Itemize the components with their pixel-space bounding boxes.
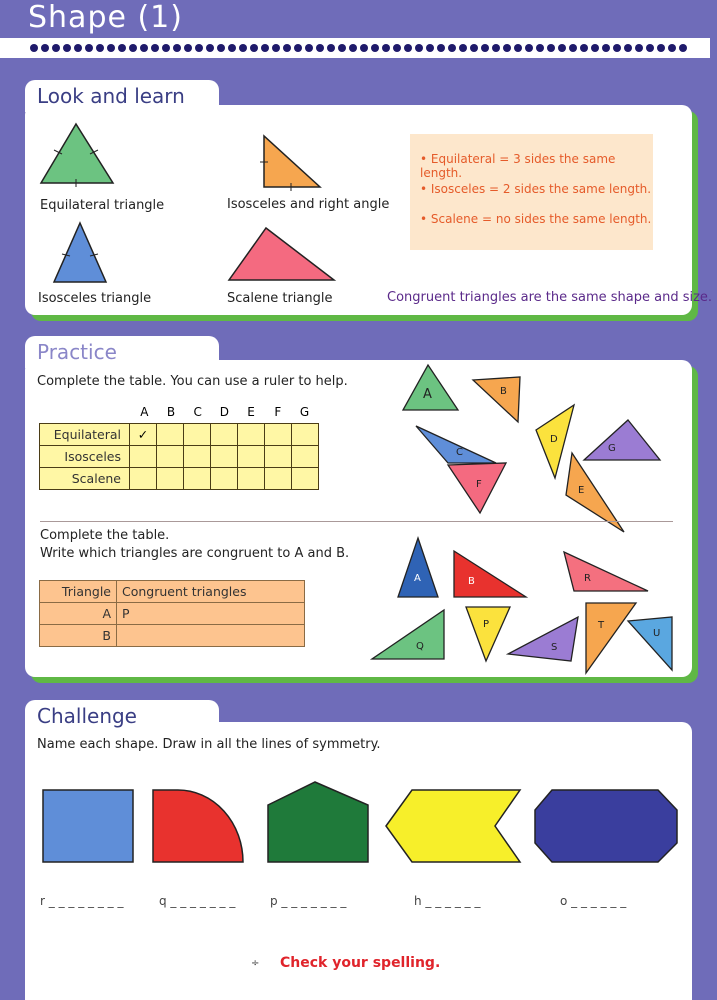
table-row: [40, 581, 305, 603]
congruent-table: [39, 580, 305, 647]
triangle-a2: [398, 538, 438, 597]
triangle-f: [448, 463, 506, 513]
look-and-learn-heading: Look and learn: [37, 84, 185, 108]
svg-text:F: F: [476, 479, 482, 490]
label-isosceles: Isosceles triangle: [38, 291, 152, 306]
look-and-learn-tab: [25, 80, 219, 112]
table-cell[interactable]: [184, 468, 211, 490]
challenge-heading: Challenge: [37, 704, 137, 728]
practice-divider: [40, 521, 673, 522]
triangle-b2: [454, 551, 526, 597]
answer-blank[interactable]: q _ _ _ _ _ _ _: [159, 894, 236, 908]
svg-text:D: D: [550, 434, 558, 445]
triangle-q: [372, 610, 444, 659]
fact-equilateral: • Equilateral = 3 sides the same length.: [420, 152, 616, 180]
table-cell[interactable]: [157, 468, 184, 490]
table-cell[interactable]: [238, 424, 265, 446]
triangle-a: [403, 365, 458, 410]
table-cell[interactable]: [292, 424, 319, 446]
svg-text:P: P: [483, 619, 490, 630]
table-cell[interactable]: [130, 446, 157, 468]
fact-scalene: • Scalene = no sides the same length.: [420, 212, 652, 226]
triangle-u: [628, 617, 672, 670]
triangle-s: [508, 617, 578, 661]
practice-instruction-1: Complete the table. You can use a ruler to help.: [37, 374, 348, 389]
congruent-note: Congruent triangles are the same shape and size.: [387, 290, 713, 305]
svg-text:E: E: [578, 485, 585, 496]
svg-text:A: A: [423, 387, 432, 402]
triangle-d: [536, 405, 574, 478]
svg-text:C: C: [456, 447, 463, 458]
label-equilateral: Equilateral triangle: [40, 198, 165, 213]
header-congruent: Congruent triangles: [117, 581, 305, 603]
table-row: [40, 468, 319, 490]
svg-text:R: R: [584, 573, 591, 584]
answer-blank[interactable]: h _ _ _ _ _ _: [414, 894, 481, 908]
row-label: Scalene: [40, 468, 130, 490]
fact-isosceles: • Isosceles = 2 sides the same length.: [420, 182, 652, 196]
column-letter: C: [193, 405, 202, 419]
table-cell[interactable]: [211, 424, 238, 446]
page-header: [0, 0, 717, 68]
table-cell[interactable]: [184, 446, 211, 468]
triangle-set-1: [398, 360, 668, 535]
row-label: A: [40, 603, 117, 625]
practice-heading: Practice: [37, 340, 117, 364]
triangle-t: [586, 603, 636, 673]
triangle-c: [416, 426, 496, 463]
table-row: [40, 625, 305, 647]
table-column-letters: [131, 405, 318, 419]
row-label: Isosceles: [40, 446, 130, 468]
row-label: B: [40, 625, 117, 647]
triangle-type-table: [39, 423, 319, 490]
answer-cell[interactable]: [117, 625, 305, 647]
table-cell[interactable]: [292, 468, 319, 490]
practice-instruction-3: Write which triangles are congruent to A and B.: [40, 546, 350, 561]
triangle-r: [564, 552, 648, 591]
table-cell[interactable]: [292, 446, 319, 468]
table-cell[interactable]: [238, 446, 265, 468]
table-cell[interactable]: [157, 446, 184, 468]
practice-tab: [25, 336, 219, 368]
table-cell[interactable]: [265, 424, 292, 446]
row-label: Equilateral: [40, 424, 130, 446]
table-cell[interactable]: [211, 446, 238, 468]
isosceles-right-triangle-figure: [258, 132, 328, 192]
footer-mark: ÷: [251, 958, 260, 969]
svg-text:S: S: [551, 642, 558, 653]
triangle-set-2: [368, 535, 678, 675]
isosceles-triangle-figure: [50, 220, 110, 285]
table-cell[interactable]: ✓: [130, 424, 157, 446]
answer-blank[interactable]: o _ _ _ _ _ _: [560, 894, 627, 908]
table-row: [40, 424, 319, 446]
header-triangle: Triangle: [40, 581, 117, 603]
answer-blank[interactable]: r _ _ _ _ _ _ _ _: [40, 894, 124, 908]
svg-text:T: T: [598, 620, 605, 631]
dot-row: [30, 44, 694, 54]
table-row: [40, 603, 305, 625]
column-letter: E: [247, 405, 255, 419]
pentagon-shape: [268, 782, 368, 862]
check-spelling-note: Check your spelling.: [280, 955, 441, 971]
table-cell[interactable]: [211, 468, 238, 490]
table-cell[interactable]: [238, 468, 265, 490]
answer-cell[interactable]: P: [117, 603, 305, 625]
column-letter: A: [140, 405, 149, 419]
triangle-b: [473, 377, 520, 422]
column-letter: G: [299, 405, 310, 419]
practice-instruction-2: Complete the table.: [40, 528, 170, 543]
equilateral-triangle-figure: [38, 120, 118, 190]
challenge-instruction: Name each shape. Draw in all the lines of symmetry.: [37, 737, 381, 752]
scalene-triangle-figure: [226, 225, 338, 283]
square-shape: [43, 790, 133, 862]
hexagon-shape: [386, 790, 520, 862]
challenge-shapes: [40, 780, 685, 870]
challenge-tab: [25, 700, 219, 732]
quarter-circle-shape: [153, 790, 243, 862]
svg-text:B: B: [500, 386, 507, 397]
table-cell[interactable]: [184, 424, 211, 446]
octagon-shape: [535, 790, 677, 862]
table-cell[interactable]: [265, 446, 292, 468]
label-scalene: Scalene triangle: [227, 291, 333, 306]
triangle-g: [584, 420, 660, 460]
label-isosceles-right: Isosceles and right angle: [227, 197, 390, 212]
svg-text:Q: Q: [416, 641, 424, 652]
page-title: Shape (1): [28, 0, 183, 35]
column-letter: F: [274, 405, 282, 419]
table-row: [40, 446, 319, 468]
table-cell[interactable]: [265, 468, 292, 490]
table-cell[interactable]: [157, 424, 184, 446]
svg-text:G: G: [608, 443, 616, 454]
column-letter: D: [219, 405, 230, 419]
svg-text:U: U: [653, 628, 661, 639]
svg-text:B: B: [468, 576, 475, 587]
svg-text:A: A: [414, 573, 421, 584]
triangle-p: [466, 607, 510, 661]
table-cell[interactable]: [130, 468, 157, 490]
answer-blank[interactable]: p _ _ _ _ _ _ _: [270, 894, 347, 908]
column-letter: B: [166, 405, 176, 419]
facts-box: [410, 134, 653, 250]
